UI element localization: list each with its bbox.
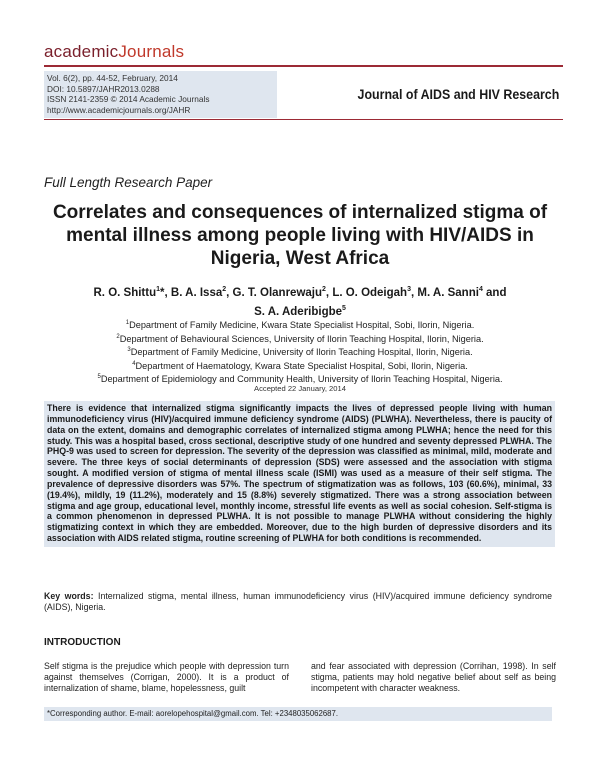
- author: M. A. Sanni$^4$ and: [417, 286, 507, 299]
- meta-doi[interactable]: DOI: 10.5897/JAHR2013.0288: [47, 83, 160, 94]
- meta-issn: ISSN 2141-2359 © 2014 Academic Journals: [47, 94, 210, 105]
- journal-name: Journal of AIDS and HIV Research: [357, 87, 559, 102]
- meta-volume: Vol. 6(2), pp. 44-52, February, 2014: [47, 73, 178, 83]
- author: L. O. Odeigah$^3$,: [332, 286, 418, 299]
- author: R. O. Shittu$^1$*,: [93, 286, 171, 299]
- keywords: [44, 591, 552, 613]
- author-list: [60, 282, 540, 320]
- accepted-date: Accepted 22 January, 2014: [254, 384, 346, 393]
- header-rule-bottom: [44, 119, 563, 120]
- intro-column-right: and fear associated with depression (Corrihan, 1998). In self stigma, patients may hold negative belief about self as being incompetent with character weakness.: [311, 661, 556, 694]
- corresponding-author-footnote: *Corresponding author. E-mail: aorelopehospital@gmail.com. Tel: +2348035062687.: [44, 707, 552, 721]
- intro-column-left: Self stigma is the prejudice which people with depression turn against themselves (Corrigan, 2000). It is a product of internalization of shame, blame, hopelessness, guilt: [44, 661, 289, 694]
- keywords-label: Key words:: [44, 591, 94, 601]
- publisher-logo: [44, 42, 184, 62]
- author: G. T. Olanrewaju$^2$,: [232, 286, 333, 299]
- paper-type: Full Length Research Paper: [44, 175, 213, 190]
- affiliation: $^1$Department of Family Medicine, Kwara State Specialist Hospital, Sobi, Ilorin, Nigeria.: [125, 320, 475, 331]
- section-heading-introduction: INTRODUCTION: [44, 637, 121, 648]
- meta-url[interactable]: http://www.academicjournals.org/JAHR: [47, 104, 191, 115]
- author: S. A. Aderibigbe$^5$: [254, 304, 346, 318]
- author: B. A. Issa$^2$,: [170, 286, 233, 299]
- logo-part-1: academic: [44, 42, 119, 61]
- affiliation: $^3$Department of Family Medicine, University of Ilorin Teaching Hospital, Ilorin, Nigeria.: [127, 347, 473, 358]
- paper-title: Correlates and consequences of internalized stigma of mental illness among people living with HIV/AIDS in Nigeria, West Africa: [52, 202, 548, 269]
- journal-meta-box: [44, 71, 277, 118]
- affiliation: $^5$Department of Epidemiology and Community Health, University of Ilorin Teaching Hospital, Nigeria.: [97, 374, 503, 385]
- keywords-text: Internalized stigma, mental illness, human immunodeficiency virus (HIV)/acquired immune deficiency syndrome (AIDS), Nigeria.: [44, 591, 552, 612]
- affiliations: [40, 318, 560, 386]
- affiliation: $^4$Department of Haematology, Kwara State Specialist Hospital, Sobi, Ilorin, Nigeria.: [132, 360, 468, 371]
- abstract: There is evidence that internalized stigma significantly impacts the lives of depressed people living with human immunodeficiency virus (HIV)/acquired immune deficiency syndrome (AIDS) (PLWHA). Nevertheless, there is paucity of data on the extent, domains and demographic correlates of internalized stigma among PLWHA; hence the need for this study. This was a hospital based, cross sectional, descriptive study of one hundred and seventy depressed PLWHA. The PHQ-9 was used to screen for depression. The severity of the depression was classified as minimal, mild, moderate and severe. The three keys of social determinants of depression (SDS) were assessed and the association with stigma sought. A modified version of stigma of mental illness scale (ISMI) was used as a measure of their self stigma. The prevalence of depressive disorders was 57%. The spectrum of stigmatization was as follows, 103 (60.6%), minimal, 33 (19.4%), mildly, 19 (11.2%), moderately and 15 (8.8%) severely stigmatized. There was a strong association between stigma and age group, educational level, monthly income, stressful life events as well as social cohesion. Self-stigma is a common phenomenon in depressed PLWHA. It is not possible to manage PLWHA without considering the highly stigmatizing context in which they are embedded. Moreover, due to the high burden of depressive disorders and its association with AIDS related stigma, routine screening of PLWHA for both conditions is recommended.: [44, 401, 555, 547]
- affiliation: $^2$Department of Behavioural Sciences, University of Ilorin Teaching Hospital, Ilorin, Nigeria.: [116, 333, 484, 344]
- logo-part-2: Journals: [118, 42, 185, 61]
- header-rule-top: [44, 65, 563, 67]
